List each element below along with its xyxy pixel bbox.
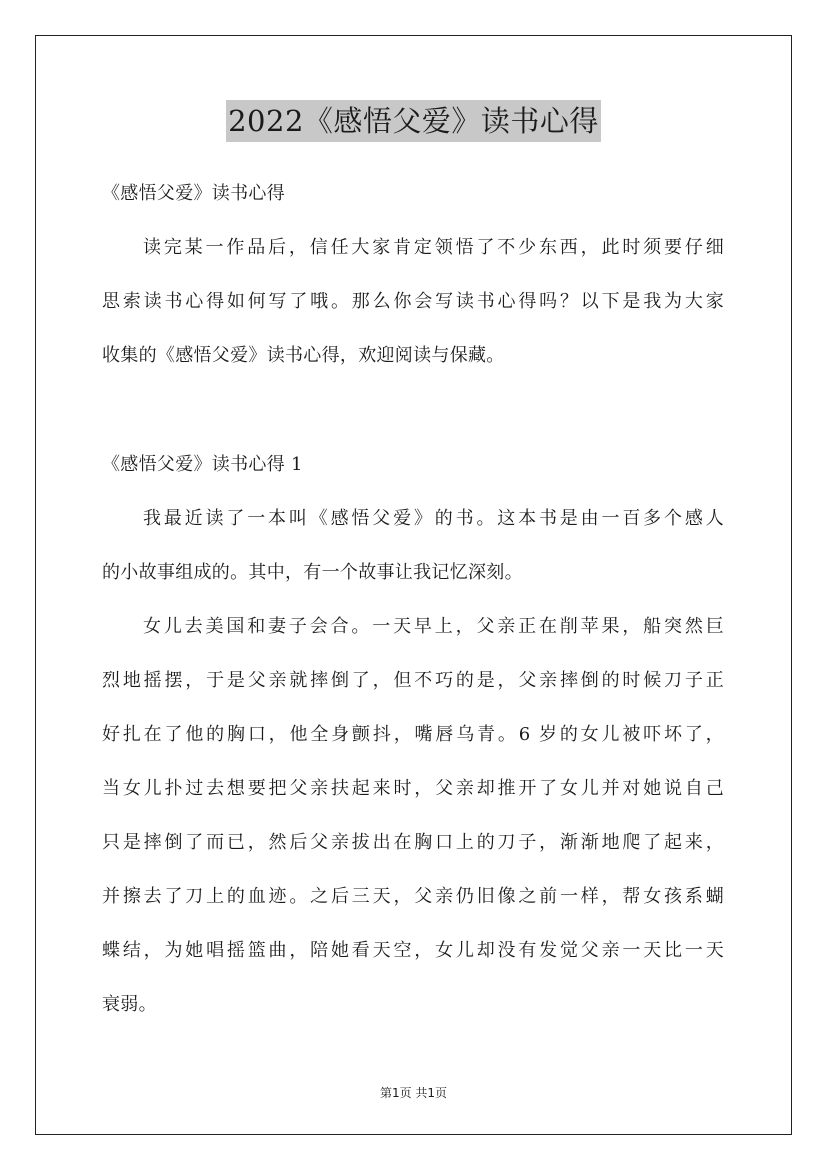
para2-line-2: 烈地摇摆，于是父亲就摔倒了，但不巧的是，父亲摔倒的时候刀子正 xyxy=(102,670,724,691)
document-title: 2022《感悟父爱》读书心得 xyxy=(226,100,601,142)
para1-line-1: 我最近读了一本叫《感悟父爱》的书。这本书是由一百多个感人 xyxy=(143,508,724,529)
intro-line-3: 收集的《感悟父爱》读书心得，欢迎阅读与保藏。 xyxy=(102,345,505,366)
para2-line-4: 当女儿扑过去想要把父亲扶起来时，父亲却推开了女儿并对她说自己 xyxy=(102,778,724,799)
page-number-footer: 第1页 共1页 xyxy=(379,1086,448,1100)
para2-line-1: 女儿去美国和妻子会合。一天早上，父亲正在削苹果，船突然巨 xyxy=(143,616,724,637)
para2-line-6: 并擦去了刀上的血迹。之后三天，父亲仍旧像之前一样，帮女孩系蝴 xyxy=(102,886,724,907)
para2-line-7: 蝶结，为她唱摇篮曲，陪她看天空，女儿却没有发觉父亲一天比一天 xyxy=(102,940,724,961)
title-container xyxy=(0,100,827,142)
intro-line-1: 读完某一作品后，信任大家肯定领悟了不少东西，此时须要仔细 xyxy=(143,237,724,258)
para2-line-3: 好扎在了他的胸口，他全身颤抖，嘴唇乌青。6 岁的女儿被吓坏了， xyxy=(102,724,724,745)
subtitle: 《感悟父爱》读书心得 xyxy=(102,183,285,204)
para2-line-5: 只是摔倒了而已，然后父亲拔出在胸口上的刀子，渐渐地爬了起来， xyxy=(102,832,724,853)
para1-line-2: 的小故事组成的。其中，有一个故事让我记忆深刻。 xyxy=(102,562,523,583)
section-heading: 《感悟父爱》读书心得 1 xyxy=(102,454,303,475)
para2-line-8: 衰弱。 xyxy=(102,994,157,1015)
intro-line-2: 思索读书心得如何写了哦。那么你会写读书心得吗？以下是我为大家 xyxy=(102,291,724,312)
